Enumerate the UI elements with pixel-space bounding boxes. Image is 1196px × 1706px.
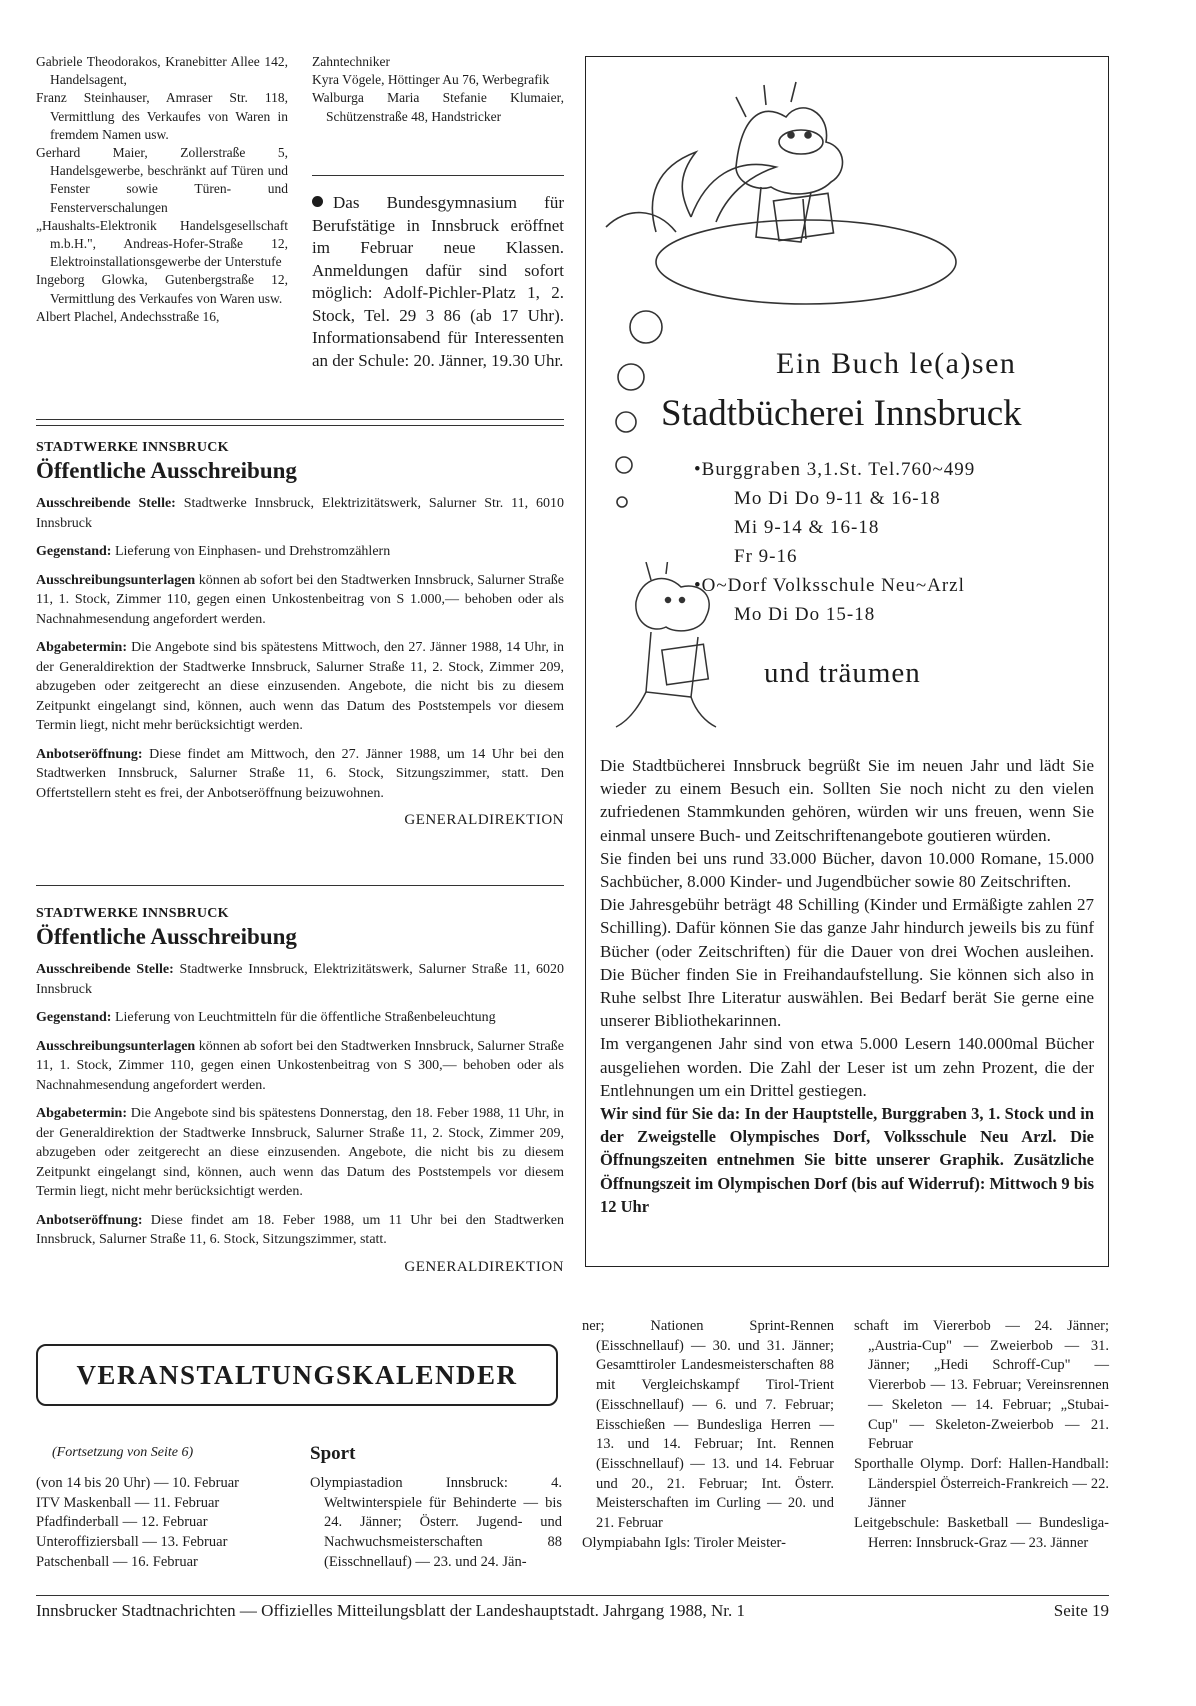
notice-title: Öffentliche Ausschreibung: [36, 924, 297, 949]
register-entry: Walburga Maria Stefanie Klumaier, Schützenstraße 48, Handstricker: [312, 90, 564, 124]
hours-line: Mo Di Do 15-18: [734, 604, 876, 625]
trade-register-column-2: [312, 53, 564, 126]
thought-bubble-icon: [617, 497, 627, 507]
library-headline: Ein Buch le(a)sen: [776, 347, 1017, 380]
notice-signature: GENERALDIREKTION: [404, 1258, 564, 1275]
notice-kicker: STADTWERKE INNSBRUCK: [36, 906, 229, 921]
section-divider: [36, 419, 564, 426]
column-divider: [312, 175, 564, 176]
library-paragraph-bold: Wir sind für Sie da: In der Hauptstelle, Burggraben 3, 1. Stock und in der Zweigstelle Olympisches Dorf, Volksschule Neu Arzl. Die Öffnungszeiten entnehmen Sie bitte unserer Graphik. Zusätzliche Öffnungszeit im Olympischen Dorf (bis auf Widerruf): Mittwoch 9 bis 12 Uhr: [600, 1104, 1094, 1216]
calendar-entry: (von 14 bis 20 Uhr) — 10. Februar: [36, 1475, 239, 1491]
notice-paragraph: Anbotseröffnung: Diese findet am 18. Feber 1988, um 11 Uhr bei den Stadtwerken Innsbruck, Salurner Straße 11, 6. Stock, Sitzungszimmer, statt.: [36, 1212, 564, 1247]
notice-signature: GENERALDIREKTION: [404, 812, 564, 828]
notice-kicker: STADTWERKE INNSBRUCK: [36, 440, 229, 455]
calendar-column-4: [854, 1317, 1109, 1553]
notice-paragraph: Anbotseröffnung: Diese findet am Mittwoch, den 27. Jänner 1988, um 14 Uhr bei den Stadtwerken Innsbruck, Salurner Straße 11, 6. Stock, Sitzungszimmer, statt. Den Offertstellern steht es frei, der Anbotseröffnung beizuwohnen.: [36, 746, 564, 801]
calendar-title: VERANSTALTUNGSKALENDER: [76, 1359, 518, 1390]
thought-bubble-icon: [630, 311, 662, 343]
gymnasium-notice-text: Das Bundesgymnasium für Berufstätige in Innsbruck eröffnet im Februar neue Klassen. Anmeldungen dafür sind sofort möglich: Adolf-Pichler-Platz 1, 2. Stock, Tel. 29 3 86 (ab 17 Uhr). Informationsabend für Interessenten an der Schule: 20. Jänner, 19.30 Uhr.: [312, 193, 564, 370]
calendar-entry: Patschenball — 16. Februar: [36, 1553, 198, 1570]
calendar-entry: Pfadfinderball — 12. Februar: [36, 1514, 208, 1531]
calendar-heading-box: [36, 1344, 558, 1406]
calendar-continuation: (Fortsetzung von Seite 6): [52, 1445, 194, 1460]
notice-paragraph: Ausschreibende Stelle: Stadtwerke Innsbruck, Elektrizitätswerk, Salurner Str. 11, 6010 Innsbruck: [36, 496, 564, 531]
trade-register-column-1: [36, 53, 288, 326]
library-paragraph: Sie finden bei uns rund 33.000 Bücher, davon 10.000 Romane, 15.000 Sachbücher, 8.000 Kinder- und Jugendbücher sowie 80 Zeitschriften.: [600, 848, 1094, 892]
thought-bubble-icon: [616, 412, 636, 432]
register-entry: Zahntechniker: [312, 54, 390, 69]
footer-publication: Innsbrucker Stadtnachrichten — Offizielles Mitteilungsblatt der Landeshauptstadt. Jahrgang 1988, Nr. 1: [36, 1601, 745, 1620]
calendar-entry: ner; Nationen Sprint-Rennen (Eisschnellauf) — 30. und 31. Jänner; Gesamttiroler Landesmeisterschaften 88 mit Vergleichskampf Tirol-Trient (Eisschnellauf) — 6. und 7. Februar; Eisschießen — Bundesliga Herren — 13. und 14. Februar; Int. Rennen (Eisschnellauf) — 13. und 14. Februar und 20., 21. Februar; Int. Österr. Meisterschaften im Curling — 20. und 21. Februar: [582, 1318, 834, 1532]
sport-heading: Sport: [310, 1443, 356, 1464]
section-divider: [36, 885, 564, 886]
calendar-entry: schaft im Viererbob — 24. Jänner; „Austria-Cup" — Zweierbob — 31. Jänner; „Hedi Schroff-Cup" — Viererbob — 13. Februar; Vereinsrennen — Skeleton — 14. Februar; „Stubai-Cup" — Skeleton-Zweierbob — 21. Februar: [854, 1318, 1109, 1453]
calendar-entry: Unteroffiziersball — 13. Februar: [36, 1534, 228, 1551]
thought-bubble-icon: [618, 364, 644, 390]
calendar-entry: ITV Maskenball — 11. Februar: [36, 1494, 220, 1511]
library-paragraph: Im vergangenen Jahr sind von etwa 5.000 Lesern 140.000mal Bücher ausgeliehen worden. Die Zahl der Leser ist um zehn Prozent, die der Entlehnungen um ein Drittel gestiegen.: [600, 1034, 1094, 1100]
hours-line: •O~Dorf Volksschule Neu~Arzl: [694, 575, 965, 596]
notice-paragraph: Ausschreibende Stelle: Stadtwerke Innsbruck, Elektrizitätswerk, Salurner Straße 11, 6020 Innsbruck: [36, 962, 564, 997]
bullet-icon: [312, 196, 323, 207]
register-entry: Ingeborg Glowka, Gutenbergstraße 12, Vermittlung des Verkaufes von Waren usw.: [36, 272, 288, 306]
register-entry: Gerhard Maier, Zollerstraße 5, Handelsgewerbe, beschränkt auf Türen und Fenster sowie Türen- und Fensterverschalungen: [36, 145, 288, 215]
library-paragraph: Die Jahresgebühr beträgt 48 Schilling (Kinder und Ermäßigte zahlen 27 Schilling). Dafür können Sie das ganze Jahr hindurch jeweils bis zu fünf Bücher (oder Zeitschriften) für die Dauer von drei Wochen ausleihen. Die Bücher finden Sie in Freihandaufstellung. Sie können sich also in Ruhe selbst Ihre Literatur auswählen. Bei Bedarf berät Sie gerne eine unserer Bibliothekarinnen.: [600, 895, 1094, 1031]
calendar-column-2: [310, 1474, 562, 1573]
notice-paragraph: Gegenstand: Lieferung von Leuchtmitteln für die öffentliche Straßenbeleuchtung: [36, 1010, 496, 1025]
notice-paragraph: Ausschreibungsunterlagen können ab sofort bei den Stadtwerken Innsbruck, Salurner Straße 11, 1. Stock, Zimmer 110, gegen einen Unkostenbeitrag von S 1.000,— behoben oder als Nachnahmesendung angefordert werden.: [36, 572, 564, 627]
notice-paragraph: Ausschreibungsunterlagen können ab sofort bei den Stadtwerken Innsbruck, Salurner Straße 11, 1. Stock, Zimmer 110, gegen einen Unkostenbeitrag von S 300,— behoben oder als Nachnahmesendung angefordert werden.: [36, 1038, 564, 1093]
hours-line: •Burggraben 3,1.St. Tel.760~499: [694, 459, 976, 480]
tender-notice-2: [36, 906, 564, 1276]
thought-bubble-icon: [616, 457, 632, 473]
footer-page-number: Seite 19: [1053, 1601, 1109, 1620]
footer-rule: [36, 1595, 1109, 1596]
register-entry: Kyra Vögele, Höttinger Au 76, Werbegrafik: [312, 72, 550, 88]
library-body: [600, 754, 1094, 1218]
hours-line: Fr 9-16: [734, 546, 798, 567]
register-entry: „Haushalts-Elektronik Handelsgesellschaft m.b.H.", Andreas-Hofer-Straße 12, Elektroinstallationsgewerbe der Unterstufe: [36, 217, 288, 270]
library-name: Stadtbücherei Innsbruck: [661, 393, 1022, 434]
hours-line: Mi 9-14 & 16-18: [734, 517, 880, 538]
notice-paragraph: Abgabetermin: Die Angebote sind bis spätestens Donnerstag, den 18. Feber 1988, 11 Uhr, in der Generaldirektion der Stadtwerke Innsbruck, Salurner Straße 11, 2. Stock, Zimmer 209, abzugeben oder zeitgerecht an diese einzusenden. Angebote, die nicht bis zu diesem Zeitpunkt eingelangt sind, können, auch wenn das Datum des Poststempels vor diesem Termin liegt, nicht mehr berücksichtigt werden.: [36, 1106, 564, 1199]
calendar-entry: Leitgebschule: Basketball — Bundesliga-Herren: Innsbruck-Graz — 23. Jänner: [854, 1515, 1109, 1551]
opening-hours: [694, 455, 1104, 629]
palm-tree-icon: [606, 152, 776, 232]
notice-title: Öffentliche Ausschreibung: [36, 458, 297, 483]
calendar-entry: Sporthalle Olymp. Dorf: Hallen-Handball: Länderspiel Österreich-Frankreich — 22. Jänner: [854, 1455, 1109, 1512]
library-slogan: und träumen: [764, 657, 921, 689]
notice-paragraph: Gegenstand: Lieferung von Einphasen- und Drehstromzählern: [36, 544, 391, 559]
calendar-entry: Olympiabahn Igls: Tiroler Meister-: [582, 1534, 786, 1551]
register-entry: Gabriele Theodorakos, Kranebitter Allee 142, Handelsagent,: [36, 54, 288, 88]
calendar-column-3: [582, 1317, 834, 1553]
library-advertisement: [585, 56, 1109, 1267]
gymnasium-notice: [312, 192, 564, 372]
calendar-column-1: [36, 1474, 276, 1573]
register-entry: Albert Plachel, Andechsstraße 16,: [36, 308, 220, 324]
notice-paragraph: Abgabetermin: Die Angebote sind bis spätestens Mittwoch, den 27. Jänner 1988, 14 Uhr, in der Generaldirektion der Stadtwerke Innsbruck, Salurner Straße 11, 2. Stock, Zimmer 209, abzugeben oder zeitgerecht an diese einzusenden. Angebote, die nicht bis zu diesem Zeitpunkt eingelangt sind, können, auch wenn das Datum des Poststempels vor diesem Termin liegt, nicht mehr berücksichtigt werden.: [36, 640, 564, 733]
register-entry: Franz Steinhauser, Amraser Str. 118, Vermittlung des Verkaufes von Waren in fremdem Namen usw.: [36, 90, 288, 142]
calendar-entry: Olympiastadion Innsbruck: 4. Weltwinterspiele für Behinderte — bis 24. Jänner; Österr. Jugend- und Nachwuchsmeisterschaften 88 (Eisschnellauf) — 23. und 24. Jän-: [310, 1475, 562, 1570]
library-paragraph: Die Stadtbücherei Innsbruck begrüßt Sie im neuen Jahr und lädt Sie wieder zu einem Besuch ein. Sollten Sie noch nicht zu den vielen zufriedenen Stammkunden gehören, würden wir uns freuen, wenn Sie einmal unsere Buch- und Zeitschriftenangebote goutieren würden.: [600, 756, 1094, 845]
hours-line: Mo Di Do 9-11 & 16-18: [734, 488, 941, 509]
tender-notice-1: [36, 440, 564, 829]
